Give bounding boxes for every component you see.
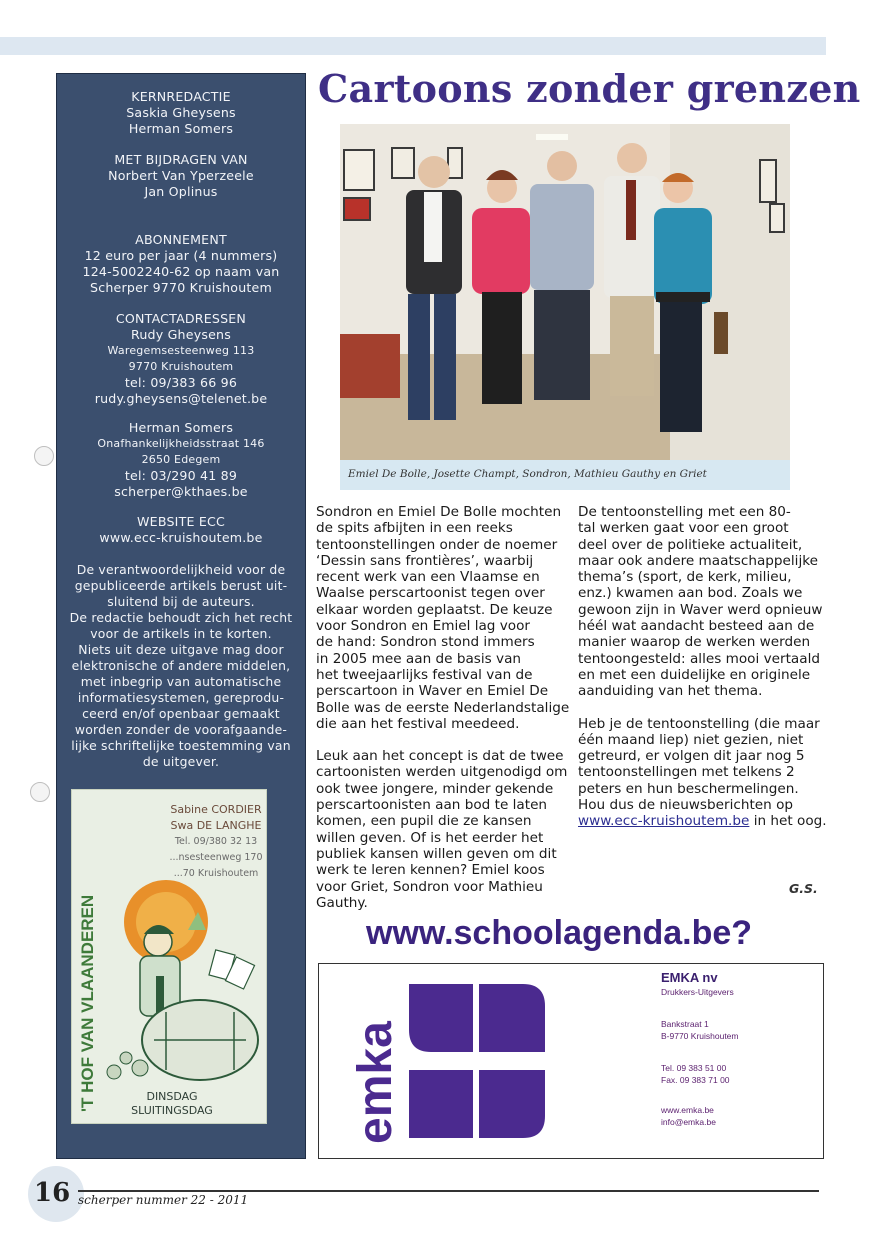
website-block <box>56 514 306 546</box>
paragraph <box>578 716 828 830</box>
text-line: tal werken gaat voor een groot <box>578 520 789 537</box>
disclaimer-line: De verantwoordelijkheid voor de <box>76 562 286 577</box>
advert-headline[interactable]: www.schoolagenda.be? <box>366 914 753 952</box>
text-line: deel over de politieke actualiteit, <box>578 536 803 553</box>
link-tail: in het oog. <box>749 813 827 830</box>
page-number: 16 <box>34 1178 71 1208</box>
closing-day <box>112 1090 232 1118</box>
contact-email[interactable]: scherper@kthaes.be <box>114 484 248 499</box>
emka-contact-info <box>661 970 821 1128</box>
website-link[interactable]: www.ecc-kruishoutem.be <box>99 530 263 545</box>
contact-block-2 <box>56 420 306 500</box>
closing-day-note: SLUITINGSDAG <box>131 1104 213 1117</box>
text-line: recent werk van een Vlaamse en <box>316 569 540 586</box>
binder-hole <box>30 782 50 802</box>
company-subtitle: Drukkers-Uitgevers <box>661 987 734 997</box>
editor-name: Herman Somers <box>128 121 234 136</box>
contact-email[interactable]: rudy.gheysens@telenet.be <box>94 391 268 406</box>
text-line: tentoonstellingen met telkens 2 <box>578 764 795 781</box>
disclaimer-line: voor de artikels in te korten. <box>90 626 272 641</box>
text-line: voor Sondron en Emiel lag voor <box>316 618 531 635</box>
subscription-heading: ABONNEMENT <box>135 232 227 247</box>
disclaimer-line: De redactie behoudt zich het recht <box>69 610 293 625</box>
author-signature: G.S. <box>789 881 818 896</box>
text-line: enz.) kwamen aan bod. Zoals we <box>578 585 803 602</box>
subscription-line: Scherper 9770 Kruishoutem <box>90 280 272 295</box>
photo-caption: Emiel De Bolle, Josette Champt, Sondron, Mathieu Gauthy en Griet <box>348 468 707 480</box>
disclaimer-line: de uitgever. <box>142 754 220 769</box>
contact-name: Herman Somers <box>128 420 234 435</box>
text-line: Hou dus de nieuwsberichten op <box>578 797 794 814</box>
company-web[interactable]: www.emka.be <box>661 1105 714 1115</box>
emka-wordmark <box>349 934 402 1144</box>
emka-logo-icon <box>401 982 551 1140</box>
text-line: Waalse perscartoonist tegen over <box>316 585 545 602</box>
kernredactie-heading: KERNREDACTIE <box>131 89 231 104</box>
text-line: De tentoonstelling met een 80- <box>578 504 791 520</box>
text-line: Bolle was de eerste Nederlandstalige <box>316 699 570 716</box>
binder-hole <box>34 446 54 466</box>
text-line: perscartoonisten aan bod te laten <box>316 797 548 814</box>
disclaimer-line: worden zonder de voorafgaande- <box>74 722 288 737</box>
owner-name: Sabine CORDIER <box>170 803 262 816</box>
text-line: perscartoon in Waver en Emiel De <box>316 683 549 700</box>
restaurant-street: ...nsesteenweg 170 <box>169 852 263 863</box>
contact-street: Onafhankelijkheidsstraat 146 <box>97 437 265 450</box>
owner-name: Swa DE LANGHE <box>170 819 262 832</box>
company-name: EMKA nv <box>661 970 718 985</box>
contact-street: Waregemsesteenweg 113 <box>107 344 255 357</box>
article-photo-frame <box>340 124 790 490</box>
company-fax: Fax. 09 383 71 00 <box>661 1075 730 1085</box>
disclaimer-line: gepubliceerde artikels berust uit- <box>74 578 288 593</box>
text-line: Heb je de tentoonstelling (die maar <box>578 715 820 732</box>
text-line: Gauthy. <box>316 894 368 911</box>
article-title: Cartoons zonder grenzen <box>318 66 861 111</box>
text-line: tentoongesteld: alles mooi vertaald <box>578 650 820 667</box>
contact-city: 2650 Edegem <box>141 453 221 466</box>
text-line: ‘Dessin sans frontières’, waarbij <box>316 552 534 569</box>
subscription-line: 124-5002240-62 op naam van <box>82 264 280 279</box>
text-line: in 2005 mee aan de basis van <box>316 650 522 667</box>
contact-city: 9770 Kruishoutem <box>128 360 234 373</box>
text-line: héél wat aandacht besteed aan de <box>578 618 815 635</box>
restaurant-ad-card <box>71 789 267 1124</box>
text-line: publiek kansen willen geven om dit <box>316 845 557 862</box>
text-line: die aan het festival meedeed. <box>316 715 520 732</box>
disclaimer-line: lijke schriftelijke toestemming van <box>71 738 291 753</box>
closing-day-label: DINSDAG <box>146 1090 198 1103</box>
disclaimer-line: Niets uit deze uitgave mag door <box>78 642 284 657</box>
contact-phone: tel: 09/383 66 96 <box>124 375 238 390</box>
text-line: voor Griet, Sondron voor Mathieu <box>316 878 543 895</box>
emka-wordmark-text: emka <box>349 1021 402 1144</box>
text-line: ook twee jongere, minder gekende <box>316 780 554 797</box>
text-line: één maand liep) niet gezien, niet <box>578 731 804 748</box>
article-column-2 <box>578 504 828 846</box>
text-line: aanduiding van het thema. <box>578 683 763 700</box>
contact-heading: CONTACTADRESSEN <box>115 311 247 326</box>
paragraph <box>578 504 828 700</box>
footer-rule <box>78 1190 819 1192</box>
disclaimer-line: met inbegrip van automatische <box>80 674 282 689</box>
paragraph <box>316 504 570 732</box>
restaurant-city: ...70 Kruishoutem <box>173 868 259 879</box>
group-photo <box>340 124 790 460</box>
innkeeper-illustration <box>96 872 266 1088</box>
disclaimer-line: informatiesystemen, gereprodu- <box>77 690 285 705</box>
text-line: werk te leren kennen? Emiel koos <box>316 862 545 879</box>
text-line: gewoon zijn in Waver werd opnieuw <box>578 601 823 618</box>
contributor-name: Jan Oplinus <box>144 184 218 199</box>
text-line: Leuk aan het concept is dat de twee <box>316 748 564 765</box>
text-line: maar ook andere maatschappelijke <box>578 552 818 569</box>
text-line: getreurd, er volgen dit jaar nog 5 <box>578 748 805 765</box>
kernredactie-block <box>56 89 306 137</box>
subscription-line: 12 euro per jaar (4 nummers) <box>84 248 278 263</box>
restaurant-address <box>168 802 264 882</box>
text-line: willen geven. Of is het eerder het <box>316 829 544 846</box>
company-city: B-9770 Kruishoutem <box>661 1031 739 1041</box>
restaurant-phone: Tel. 09/380 32 13 <box>174 836 258 847</box>
contributor-name: Norbert Van Yperzeele <box>108 168 254 183</box>
subscription-block <box>56 232 306 296</box>
text-line: komen, een pupil die ze kansen <box>316 813 532 830</box>
text-line: tentoonstellingen onder de noemer <box>316 536 558 553</box>
text-line: peters en hun beschermelingen. <box>578 780 799 797</box>
text-line: Sondron en Emiel De Bolle mochten <box>316 504 562 520</box>
text-line: cartoonisten werden uitgenodigd om <box>316 764 568 781</box>
text-line: thema’s (sport, de kerk, milieu, <box>578 569 792 586</box>
issue-label: scherper nummer 22 - 2011 <box>78 1193 249 1207</box>
company-email[interactable]: info@emka.be <box>661 1117 716 1127</box>
website-link[interactable]: www.ecc-kruishoutem.be <box>578 813 750 830</box>
text-line: en met een duidelijke en originele <box>578 666 811 683</box>
disclaimer-line: elektronische of andere middelen, <box>71 658 291 673</box>
text-line: het tweejaarlijks festival van de <box>316 666 533 683</box>
disclaimer <box>56 562 306 770</box>
text-line: manier waarop de werken werden <box>578 634 811 651</box>
emka-advert <box>318 963 824 1159</box>
contact-phone: tel: 03/290 41 89 <box>124 468 238 483</box>
article-column-1 <box>316 504 570 927</box>
contributors-heading: MET BIJDRAGEN VAN <box>114 152 248 167</box>
disclaimer-line: ceerd en/of openbaar gemaakt <box>82 706 280 721</box>
text-line: de hand: Sondron stond immers <box>316 634 535 651</box>
text-line: elkaar worden geplaatst. De keuze <box>316 601 553 618</box>
disclaimer-line: sluitend bij de auteurs. <box>107 594 255 609</box>
company-phone: Tel. 09 383 51 00 <box>661 1063 727 1073</box>
top-band <box>0 37 826 55</box>
contact-block <box>56 311 306 407</box>
restaurant-name-vertical <box>76 794 98 1120</box>
text-line: de spits afbijten in een reeks <box>316 520 513 537</box>
paragraph <box>316 748 566 911</box>
contributors-block <box>56 152 306 200</box>
restaurant-name-text: 'T HOF VAN VLAANDEREN <box>78 894 97 1112</box>
company-street: Bankstraat 1 <box>661 1019 709 1029</box>
editor-name: Saskia Gheysens <box>126 105 236 120</box>
contact-name: Rudy Gheysens <box>130 327 231 342</box>
website-heading: WEBSITE ECC <box>137 514 225 529</box>
